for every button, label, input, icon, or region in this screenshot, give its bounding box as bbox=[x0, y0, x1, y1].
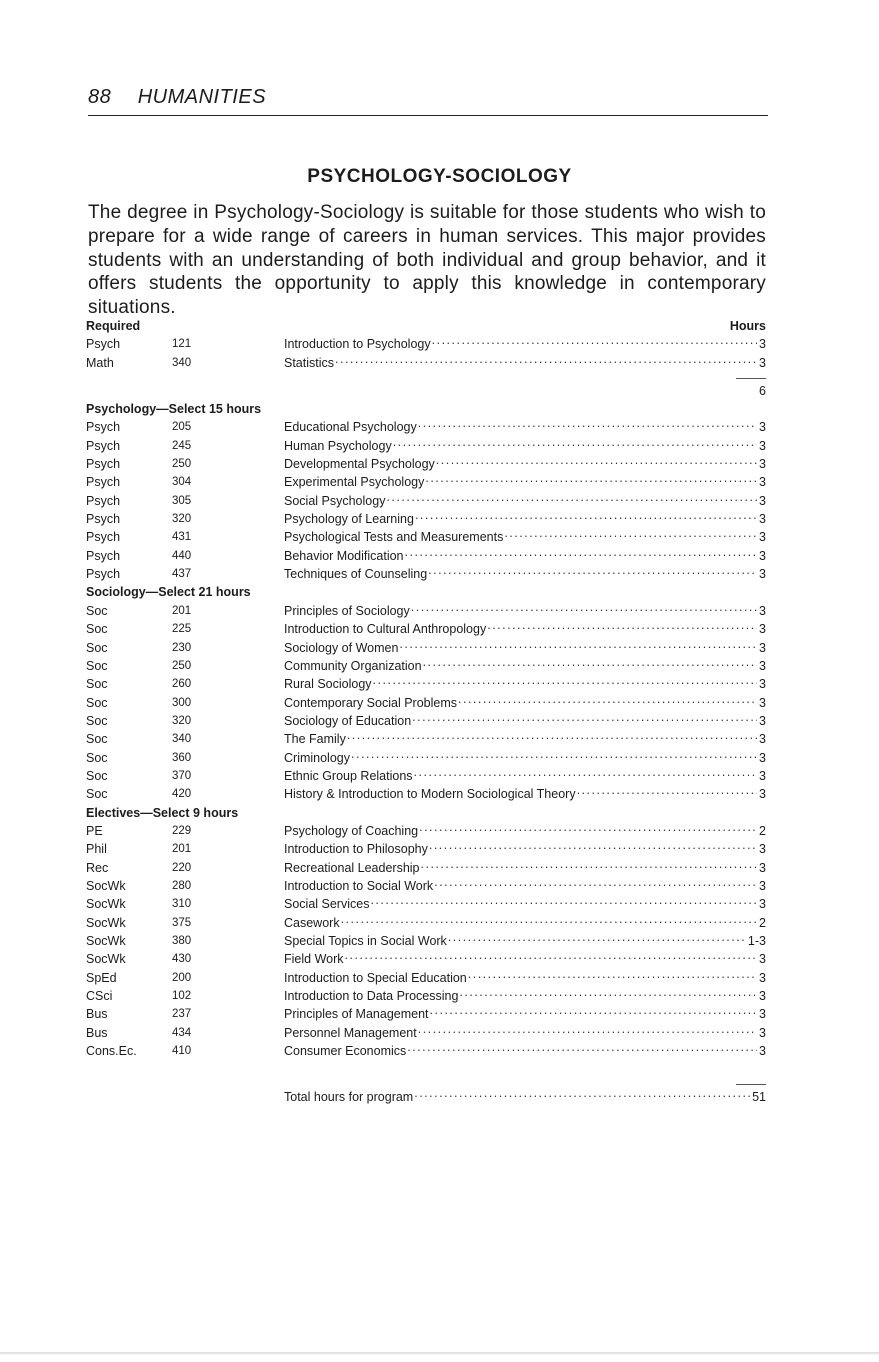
course-number: 440 bbox=[172, 549, 192, 562]
course-title-cell bbox=[284, 675, 766, 693]
course-title-cell bbox=[284, 335, 766, 353]
course-number: 102 bbox=[172, 990, 192, 1003]
course-title: Community Organization bbox=[284, 658, 422, 673]
course-row bbox=[86, 510, 766, 528]
course-title-cell bbox=[284, 767, 766, 785]
course-row bbox=[86, 335, 766, 353]
course-title: Social Psychology bbox=[284, 493, 386, 508]
course-title: Field Work bbox=[284, 952, 344, 967]
leader-dots bbox=[341, 915, 757, 927]
course-row bbox=[86, 492, 766, 510]
course-dept: Psych bbox=[86, 567, 121, 582]
leader-dots bbox=[407, 1043, 757, 1055]
course-row bbox=[86, 694, 766, 712]
course-dept: Math bbox=[86, 355, 114, 370]
course-dept: Psych bbox=[86, 420, 121, 435]
course-dept: SpEd bbox=[86, 970, 117, 985]
course-dept: Soc bbox=[86, 658, 108, 673]
course-title: Contemporary Social Problems bbox=[284, 695, 457, 710]
course-title: Psychology of Learning bbox=[284, 512, 414, 527]
course-row bbox=[86, 730, 766, 748]
course-hours: 3 bbox=[759, 677, 766, 692]
course-number: 320 bbox=[172, 513, 192, 526]
course-hours: 3 bbox=[759, 695, 766, 710]
course-number: 430 bbox=[172, 953, 192, 966]
course-title-cell bbox=[284, 639, 766, 657]
course-title-cell bbox=[284, 492, 766, 510]
course-title-cell bbox=[284, 895, 766, 913]
course-number: 229 bbox=[172, 824, 192, 837]
course-title: Sociology of Education bbox=[284, 713, 412, 728]
course-row bbox=[86, 620, 766, 638]
course-title-cell bbox=[284, 620, 766, 638]
course-title: Sociology of Women bbox=[284, 640, 399, 655]
course-hours: 2 bbox=[759, 823, 766, 838]
course-title-cell bbox=[284, 602, 766, 620]
leader-dots bbox=[487, 621, 757, 633]
total-hours: 51 bbox=[752, 1090, 766, 1105]
course-title: Psychological Tests and Measurements bbox=[284, 530, 504, 545]
course-title-cell bbox=[284, 859, 766, 877]
course-title-cell bbox=[284, 987, 766, 1005]
psychology-list bbox=[86, 418, 766, 583]
course-hours: 3 bbox=[759, 658, 766, 673]
course-title: Techniques of Counseling bbox=[284, 567, 428, 582]
leader-dots bbox=[432, 336, 757, 348]
course-title-cell bbox=[284, 730, 766, 748]
course-title: Psychology of Coaching bbox=[284, 823, 419, 838]
leader-dots bbox=[428, 566, 757, 578]
leader-dots bbox=[418, 419, 757, 431]
course-title: Educational Psychology bbox=[284, 420, 417, 435]
course-title-cell bbox=[284, 969, 766, 987]
course-dept: Psych bbox=[86, 512, 121, 527]
course-title-cell bbox=[284, 932, 766, 950]
course-hours: 3 bbox=[759, 1007, 766, 1022]
course-row bbox=[86, 1005, 766, 1023]
course-row bbox=[86, 418, 766, 436]
leader-dots bbox=[345, 951, 758, 963]
course-row bbox=[86, 1024, 766, 1042]
course-row bbox=[86, 749, 766, 767]
course-number: 310 bbox=[172, 898, 192, 911]
course-number: 201 bbox=[172, 843, 192, 856]
leader-dots bbox=[468, 970, 757, 982]
course-title: Statistics bbox=[284, 355, 335, 370]
course-dept: Psych bbox=[86, 530, 121, 545]
course-title: Personnel Management bbox=[284, 1025, 417, 1040]
course-title-cell bbox=[284, 510, 766, 528]
course-row bbox=[86, 859, 766, 877]
course-hours: 3 bbox=[759, 337, 766, 352]
course-hours: 3 bbox=[759, 952, 766, 967]
leader-dots bbox=[393, 438, 757, 450]
course-title-cell bbox=[284, 565, 766, 583]
course-title-cell bbox=[284, 437, 766, 455]
leader-dots bbox=[429, 841, 757, 853]
required-heading-row bbox=[86, 317, 766, 335]
course-number: 360 bbox=[172, 751, 192, 764]
leader-dots bbox=[430, 1006, 758, 1018]
section-title: HUMANITIES bbox=[137, 86, 267, 108]
course-title-cell bbox=[284, 418, 766, 436]
course-number: 201 bbox=[172, 604, 192, 617]
course-dept: Psych bbox=[86, 493, 121, 508]
required-subtotal-row bbox=[86, 382, 766, 400]
course-number: 437 bbox=[172, 568, 192, 581]
leader-dots bbox=[347, 731, 757, 743]
intro-paragraph: The degree in Psychology-Sociology is suitable for those students who wish to prepare for a wide range of careers in human services. This major provides students with an understanding of both individual and group behavior, and it offers students the opportunity to apply this knowledge in contemporary situations. bbox=[88, 202, 766, 319]
course-row bbox=[86, 473, 766, 491]
course-title-cell bbox=[284, 822, 766, 840]
course-number: 370 bbox=[172, 769, 192, 782]
course-number: 300 bbox=[172, 696, 192, 709]
course-hours: 3 bbox=[759, 897, 766, 912]
course-dept: SocWk bbox=[86, 897, 126, 912]
course-hours: 2 bbox=[759, 915, 766, 930]
course-title: Introduction to Social Work bbox=[284, 878, 434, 893]
course-hours: 3 bbox=[759, 970, 766, 985]
course-dept: Soc bbox=[86, 603, 108, 618]
course-title: Introduction to Cultural Anthropology bbox=[284, 622, 487, 637]
hours-heading: Hours bbox=[729, 319, 766, 333]
course-row bbox=[86, 767, 766, 785]
leader-dots bbox=[351, 750, 757, 762]
leader-dots bbox=[504, 529, 757, 541]
course-hours: 3 bbox=[759, 860, 766, 875]
total-rule bbox=[86, 1078, 766, 1088]
sociology-heading: Sociology—Select 21 hours bbox=[86, 585, 251, 600]
course-number: 225 bbox=[172, 623, 192, 636]
course-title: Criminology bbox=[284, 750, 350, 765]
course-title: Introduction to Philosophy bbox=[284, 842, 428, 857]
leader-dots bbox=[421, 860, 758, 872]
course-row bbox=[86, 877, 766, 895]
course-dept: Phil bbox=[86, 842, 107, 857]
course-title-cell bbox=[284, 455, 766, 473]
course-number: 220 bbox=[172, 861, 192, 874]
course-number: 250 bbox=[172, 659, 192, 672]
leader-dots bbox=[419, 823, 757, 835]
course-title-cell bbox=[284, 1005, 766, 1023]
leader-dots bbox=[370, 896, 757, 908]
course-hours: 3 bbox=[759, 530, 766, 545]
course-number: 260 bbox=[172, 678, 192, 691]
course-hours: 3 bbox=[759, 640, 766, 655]
course-number: 340 bbox=[172, 356, 192, 369]
course-row bbox=[86, 1042, 766, 1060]
course-dept: SocWk bbox=[86, 878, 126, 893]
course-row bbox=[86, 528, 766, 546]
scan-edge bbox=[0, 1352, 879, 1355]
course-title: Ethnic Group Relations bbox=[284, 768, 413, 783]
course-row bbox=[86, 547, 766, 565]
course-number: 245 bbox=[172, 439, 192, 452]
page-number: 88 bbox=[88, 86, 112, 108]
course-row bbox=[86, 455, 766, 473]
course-number: 305 bbox=[172, 494, 192, 507]
total-row bbox=[86, 1088, 766, 1106]
course-title-cell bbox=[284, 914, 766, 932]
course-title-cell bbox=[284, 528, 766, 546]
course-hours: 3 bbox=[759, 989, 766, 1004]
course-hours: 3 bbox=[759, 457, 766, 472]
page-header bbox=[88, 86, 768, 116]
course-title: Developmental Psychology bbox=[284, 457, 435, 472]
course-hours: 3 bbox=[759, 355, 766, 370]
page-title: PSYCHOLOGY-SOCIOLOGY bbox=[307, 166, 572, 187]
course-dept: CSci bbox=[86, 989, 113, 1004]
course-number: 200 bbox=[172, 971, 192, 984]
leader-dots bbox=[418, 1025, 757, 1037]
course-title: Introduction to Data Processing bbox=[284, 989, 459, 1004]
course-hours: 3 bbox=[759, 438, 766, 453]
course-dept: Psych bbox=[86, 457, 121, 472]
required-subtotal: 6 bbox=[759, 384, 766, 399]
course-title: History & Introduction to Modern Sociological Theory bbox=[284, 787, 576, 802]
course-title: Casework bbox=[284, 915, 340, 930]
subtotal-rule bbox=[86, 372, 766, 382]
course-number: 280 bbox=[172, 879, 192, 892]
course-hours: 3 bbox=[759, 878, 766, 893]
course-number: 375 bbox=[172, 916, 192, 929]
course-dept: Bus bbox=[86, 1025, 108, 1040]
leader-dots bbox=[434, 878, 757, 890]
course-number: 320 bbox=[172, 714, 192, 727]
course-dept: Soc bbox=[86, 713, 108, 728]
course-number: 431 bbox=[172, 531, 192, 544]
course-title: Rural Sociology bbox=[284, 677, 372, 692]
course-number: 410 bbox=[172, 1045, 192, 1058]
course-hours: 3 bbox=[759, 787, 766, 802]
course-number: 250 bbox=[172, 458, 192, 471]
course-hours: 3 bbox=[759, 603, 766, 618]
course-number: 380 bbox=[172, 935, 192, 947]
course-hours: 3 bbox=[759, 842, 766, 857]
course-hours: 3 bbox=[759, 768, 766, 783]
course-title: Introduction to Psychology bbox=[284, 337, 431, 352]
course-hours: 3 bbox=[759, 493, 766, 508]
course-dept: Psych bbox=[86, 337, 121, 352]
course-title-cell bbox=[284, 1024, 766, 1042]
course-title: Special Topics in Social Work bbox=[284, 934, 447, 948]
course-title: Principles of Sociology bbox=[284, 603, 410, 618]
course-hours: 3 bbox=[759, 732, 766, 747]
course-dept: Soc bbox=[86, 768, 108, 783]
course-hours: 3 bbox=[759, 548, 766, 563]
leader-dots bbox=[412, 713, 757, 725]
required-list bbox=[86, 335, 766, 372]
course-dept: PE bbox=[86, 823, 103, 838]
leader-dots bbox=[386, 493, 757, 505]
course-dept: Soc bbox=[86, 750, 108, 765]
course-title: Human Psychology bbox=[284, 438, 392, 453]
leader-dots bbox=[448, 933, 746, 945]
course-title-cell bbox=[284, 785, 766, 803]
leader-dots bbox=[405, 548, 758, 560]
course-title-cell bbox=[284, 840, 766, 858]
course-row bbox=[86, 895, 766, 913]
course-row bbox=[86, 932, 766, 950]
course-hours: 3 bbox=[759, 713, 766, 728]
course-hours: 3 bbox=[759, 1044, 766, 1059]
course-title-cell bbox=[284, 877, 766, 895]
course-row bbox=[86, 712, 766, 730]
course-hours: 3 bbox=[759, 622, 766, 637]
course-row bbox=[86, 639, 766, 657]
course-dept: Cons.Ec. bbox=[86, 1044, 137, 1059]
leader-dots bbox=[411, 603, 757, 615]
course-dept: SocWk bbox=[86, 934, 126, 948]
leader-dots bbox=[577, 786, 757, 798]
course-title: The Family bbox=[284, 732, 346, 747]
course-title: Recreational Leadership bbox=[284, 860, 420, 875]
leader-dots bbox=[414, 768, 758, 780]
leader-dots bbox=[414, 1089, 750, 1101]
course-row bbox=[86, 602, 766, 620]
course-title: Behavior Modification bbox=[284, 548, 404, 563]
course-hours: 3 bbox=[759, 475, 766, 490]
course-number: 205 bbox=[172, 421, 192, 434]
course-hours: 3 bbox=[759, 512, 766, 527]
course-title: Introduction to Special Education bbox=[284, 970, 467, 985]
course-title-cell bbox=[284, 354, 766, 372]
header-rule bbox=[88, 115, 768, 116]
course-row bbox=[86, 914, 766, 932]
course-title-cell bbox=[284, 694, 766, 712]
course-title-cell bbox=[284, 749, 766, 767]
course-row bbox=[86, 987, 766, 1005]
electives-list bbox=[86, 822, 766, 1060]
required-heading: Required bbox=[86, 319, 141, 333]
course-row bbox=[86, 822, 766, 840]
course-row bbox=[86, 969, 766, 987]
course-hours: 3 bbox=[759, 1025, 766, 1040]
leader-dots bbox=[373, 676, 758, 688]
course-row bbox=[86, 565, 766, 583]
course-row bbox=[86, 840, 766, 858]
leader-dots bbox=[399, 640, 757, 652]
leader-dots bbox=[335, 355, 757, 367]
course-number: 434 bbox=[172, 1026, 192, 1039]
course-dept: Soc bbox=[86, 732, 108, 747]
course-row bbox=[86, 785, 766, 803]
course-hours: 3 bbox=[759, 750, 766, 765]
course-table bbox=[86, 317, 766, 1107]
leader-dots bbox=[436, 456, 757, 468]
course-title: Experimental Psychology bbox=[284, 475, 425, 490]
course-number: 304 bbox=[172, 476, 192, 489]
sociology-list bbox=[86, 602, 766, 804]
course-dept: Psych bbox=[86, 438, 121, 453]
course-title: Consumer Economics bbox=[284, 1044, 407, 1059]
course-dept: SocWk bbox=[86, 952, 126, 967]
course-dept: Bus bbox=[86, 1007, 108, 1022]
course-number: 237 bbox=[172, 1008, 192, 1021]
course-title: Principles of Management bbox=[284, 1007, 429, 1022]
electives-heading: Electives—Select 9 hours bbox=[86, 805, 239, 820]
leader-dots bbox=[425, 474, 757, 486]
course-title-cell bbox=[284, 712, 766, 730]
course-row bbox=[86, 950, 766, 968]
course-hours: 3 bbox=[759, 420, 766, 435]
course-dept: Soc bbox=[86, 640, 108, 655]
leader-dots bbox=[423, 658, 757, 670]
course-row bbox=[86, 675, 766, 693]
course-hours: 3 bbox=[759, 567, 766, 582]
course-title-cell bbox=[284, 473, 766, 491]
course-dept: Psych bbox=[86, 548, 121, 563]
course-number: 340 bbox=[172, 733, 192, 746]
course-dept: SocWk bbox=[86, 915, 126, 930]
course-number: 420 bbox=[172, 788, 192, 801]
total-label: Total hours for program bbox=[284, 1090, 414, 1105]
course-row bbox=[86, 437, 766, 455]
course-number: 230 bbox=[172, 641, 192, 654]
course-dept: Soc bbox=[86, 787, 108, 802]
leader-dots bbox=[459, 988, 757, 1000]
course-dept: Soc bbox=[86, 695, 108, 710]
course-title-cell bbox=[284, 1042, 766, 1060]
course-title-cell bbox=[284, 547, 766, 565]
leader-dots bbox=[415, 511, 757, 523]
course-dept: Psych bbox=[86, 475, 121, 490]
course-title-cell bbox=[284, 657, 766, 675]
course-dept: Rec bbox=[86, 860, 109, 875]
course-dept: Soc bbox=[86, 677, 108, 692]
psychology-heading: Psychology—Select 15 hours bbox=[86, 402, 262, 417]
course-row bbox=[86, 354, 766, 372]
course-number: 121 bbox=[172, 338, 192, 351]
course-row bbox=[86, 657, 766, 675]
leader-dots bbox=[458, 695, 757, 707]
course-hours: 1-3 bbox=[747, 934, 766, 948]
course-dept: Soc bbox=[86, 622, 108, 637]
course-title: Social Services bbox=[284, 897, 370, 912]
course-title-cell bbox=[284, 950, 766, 968]
